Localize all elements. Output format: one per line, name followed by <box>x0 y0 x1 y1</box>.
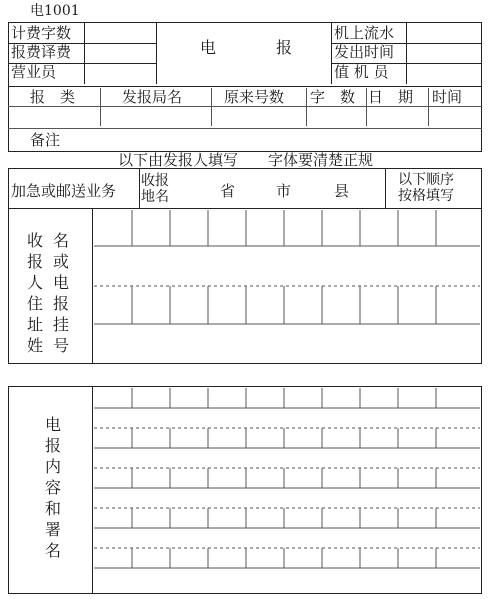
order-sep <box>385 168 386 208</box>
col-input-origin[interactable] <box>102 108 210 126</box>
order-line2: 按格填写 <box>398 188 454 204</box>
col-header-time: 时间 <box>432 88 463 106</box>
left-block-right <box>156 22 157 84</box>
title-char-1: 电 <box>200 38 217 57</box>
col-input-wordcount[interactable] <box>308 108 365 126</box>
recipient-label-col1: 收报人住址姓 <box>26 231 43 355</box>
content-label: 电报内容和署名 <box>44 415 61 560</box>
left-input-3[interactable] <box>86 64 154 82</box>
left-input-1[interactable] <box>86 24 154 42</box>
recipient-grid-lines <box>94 210 480 362</box>
col-input-date[interactable] <box>368 108 427 126</box>
col-header-wordcount: 字 数 <box>310 88 356 106</box>
left-row-line <box>8 63 156 64</box>
left-row-line <box>8 43 156 44</box>
col-input-number[interactable] <box>213 108 305 126</box>
right-input-3[interactable] <box>408 64 480 82</box>
form-code: 电1001 <box>30 3 80 19</box>
content-grid[interactable] <box>94 388 480 592</box>
col-header-date: 日 期 <box>368 88 414 106</box>
right-input-2[interactable] <box>408 44 480 62</box>
city-label: 市 <box>276 182 292 200</box>
left-divider <box>84 22 85 84</box>
col-sep <box>100 88 101 126</box>
dest-name-label <box>141 173 169 205</box>
content-grid-lines <box>94 388 480 592</box>
city-input[interactable] <box>238 172 274 206</box>
col-input-time[interactable] <box>430 108 480 126</box>
province-input[interactable] <box>178 172 218 206</box>
columns-top-line <box>8 86 482 87</box>
right-divider <box>406 22 407 84</box>
col-sep <box>306 88 307 126</box>
title-char-2: 报 <box>276 38 293 57</box>
label-fee: 报费译费 <box>11 43 72 61</box>
col-input-type[interactable] <box>10 108 99 126</box>
province-label: 省 <box>220 182 236 200</box>
dest-line1: 收报 <box>141 173 169 189</box>
recipient-label-sep <box>92 208 93 364</box>
col-header-origin: 发报局名 <box>122 88 183 106</box>
right-input-1[interactable] <box>408 24 480 42</box>
remarks-line <box>8 128 482 129</box>
left-input-2[interactable] <box>86 44 154 62</box>
urgent-sep <box>139 168 140 208</box>
remarks-input[interactable] <box>70 130 480 150</box>
col-sep <box>366 88 367 126</box>
right-block-left <box>331 22 332 84</box>
col-header-type: 报 类 <box>30 88 76 106</box>
columns-mid-line <box>8 106 482 107</box>
col-sep <box>211 88 212 126</box>
order-line1: 以下顺序 <box>398 172 454 188</box>
county-label: 县 <box>334 182 350 200</box>
address-row-bottom <box>8 208 482 209</box>
content-label-sep <box>92 386 93 594</box>
right-row-line <box>331 63 482 64</box>
label-sent-time: 发出时间 <box>334 43 395 61</box>
sender-note: 以下由发报人填写 字体要清楚正规 <box>118 151 374 169</box>
col-sep <box>428 88 429 126</box>
urgent-label: 加急或邮送业务 <box>11 182 117 200</box>
label-billing-count: 计费字数 <box>11 24 72 42</box>
recipient-grid[interactable] <box>94 210 480 362</box>
county-input[interactable] <box>294 172 332 206</box>
label-machine-log: 机上流水 <box>334 24 395 42</box>
col-header-number: 原来号数 <box>224 88 285 106</box>
remarks-label: 备注 <box>30 131 61 149</box>
label-clerk: 营业员 <box>11 63 57 81</box>
right-row-line <box>331 43 482 44</box>
order-note <box>398 172 454 204</box>
recipient-label-col2: 名或电报挂号 <box>52 231 69 355</box>
dest-line2: 地名 <box>141 189 169 205</box>
label-operator: 值 机 员 <box>334 63 389 81</box>
